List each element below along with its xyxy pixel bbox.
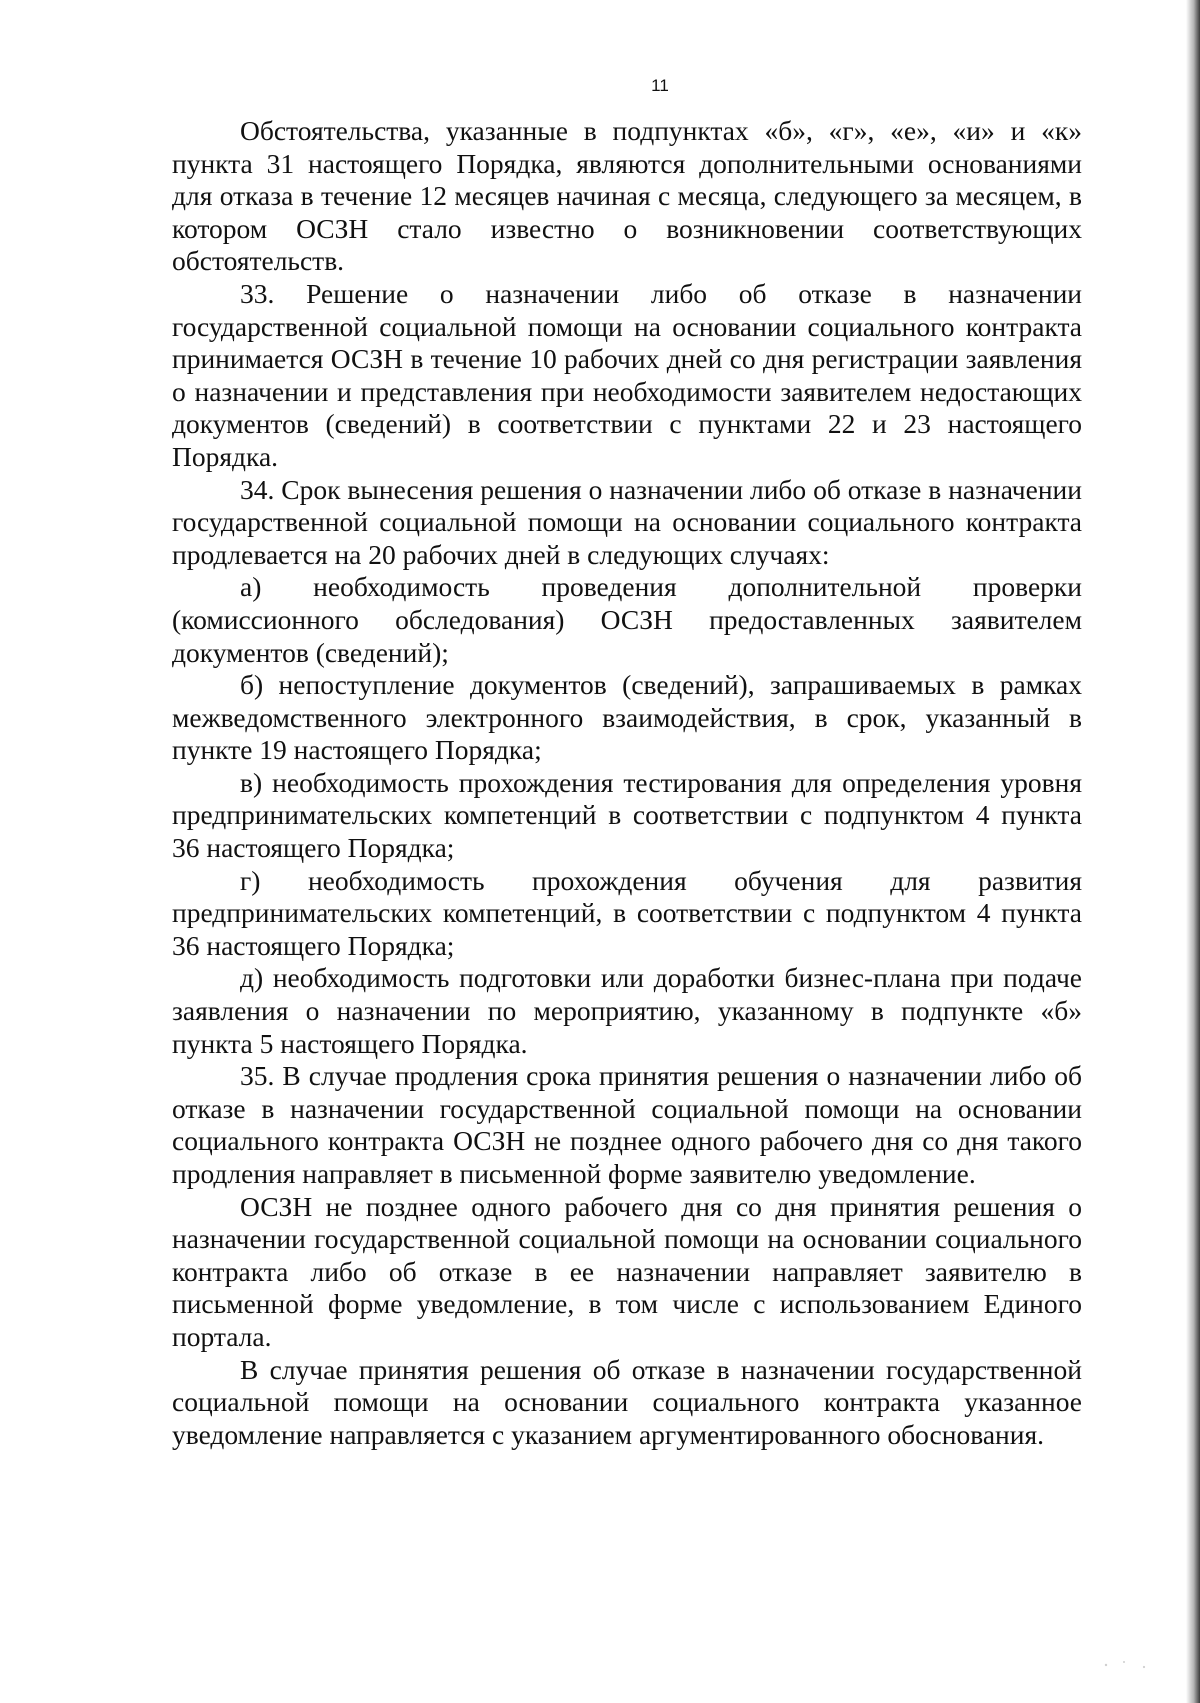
paragraph-35-refusal: В случае принятия решения об отказе в назначении государственной социальной помощи на основании социального контракта указанное уведомление направляется с указанием аргументированного обоснования. — [172, 1353, 1082, 1450]
paragraph-34-b: б) непоступление документов (сведений), запрашиваемых в рамках межведомственного электронного взаимодействия, в срок, указанный в пункте 19 настоящего Порядка; — [172, 669, 1082, 766]
paragraph-34-g: г) необходимость прохождения обучения для развития предпринимательских компетенций, в соответствии с подпунктом 4 пункта 36 настоящего Порядка; — [172, 864, 1082, 961]
scan-edge-shadow — [1186, 0, 1200, 1703]
paragraph-35-notification: ОСЗН не позднее одного рабочего дня со дня принятия решения о назначении государственной социальной помощи на основании социального контракта либо об отказе в ее назначении направляет заявителю в письменной форме уведомление, в том числе с использованием Единого портала. — [172, 1190, 1082, 1352]
page-number: 11 — [651, 76, 669, 95]
paragraph-33: 33. Решение о назначении либо об отказе в назначении государственной социальной помощи на основании социального контракта принимается ОСЗН в течение 10 рабочих дней со дня регистрации заявления о назначении и представления при необходимости заявителем недостающих документов (сведений) в соответствии с пунктами 22 и 23 настоящего Порядка. — [172, 277, 1082, 472]
paragraph-34-d: д) необходимость подготовки или доработки бизнес-плана при подаче заявления о назначении по мероприятию, указанному в подпункте «б» пункта 5 настоящего Порядка. — [172, 962, 1082, 1059]
document-body — [172, 115, 1082, 1451]
paragraph-34-a: а) необходимость проведения дополнительной проверки (комиссионного обследования) ОСЗН предоставленных заявителем документов (сведений); — [172, 571, 1082, 668]
paragraph-35: 35. В случае продления срока принятия решения о назначении либо об отказе в назначении государственной социальной помощи на основании социального контракта ОСЗН не позднее одного рабочего дня со дня такого продления направляет в письменной форме заявителю уведомление. — [172, 1060, 1082, 1189]
paragraph-34-v: в) необходимость прохождения тестирования для определения уровня предпринимательских компетенций в соответствии с подпунктом 4 пункта 36 настоящего Порядка; — [172, 766, 1082, 864]
scan-noise — [1100, 1657, 1160, 1673]
paragraph-34: 34. Срок вынесения решения о назначении либо об отказе в назначении государственной социальной помощи на основании социального контракта продлевается на 20 рабочих дней в следующих случаях: — [172, 473, 1082, 570]
paragraph-circumstances: Обстоятельства, указанные в подпунктах «б», «г», «е», «и» и «к» пункта 31 настоящего Порядка, являются дополнительными основаниями для отказа в течение 12 месяцев начиная с месяца, следующего за месяцем, в котором ОСЗН стало известно о возникновении соответствующих обстоятельств. — [172, 115, 1082, 277]
